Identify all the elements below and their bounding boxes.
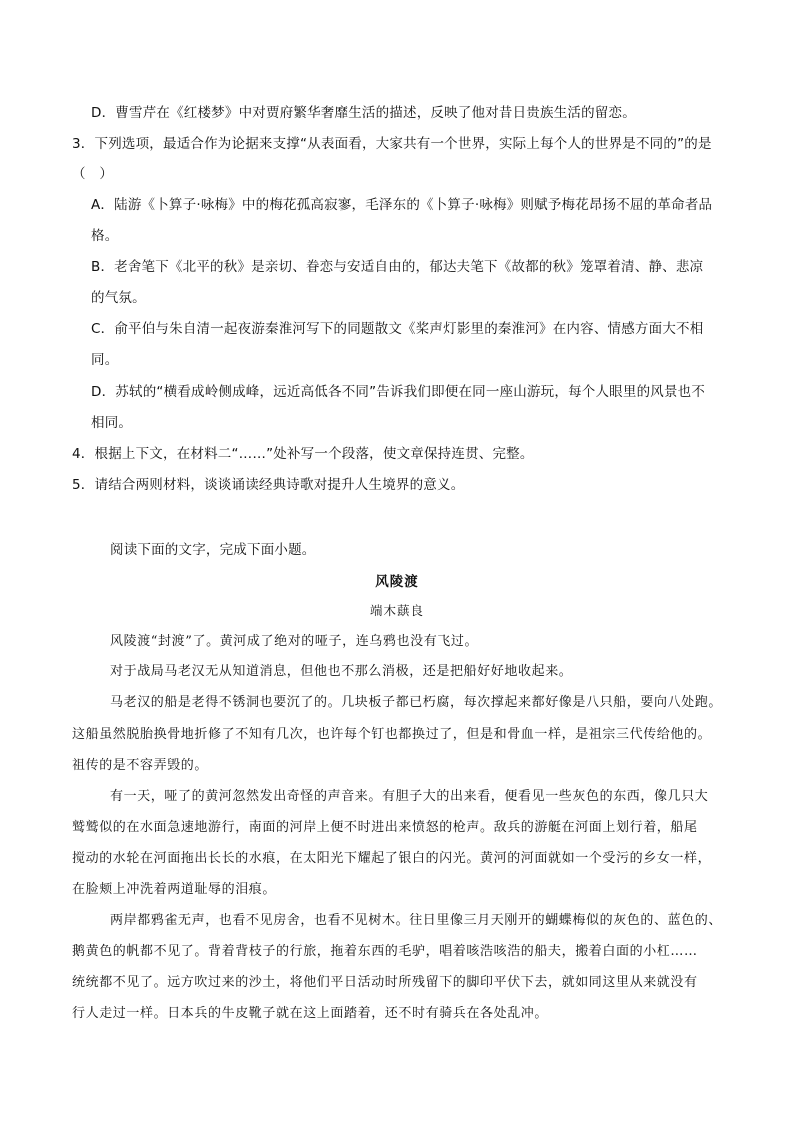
story-line: 风陵渡“封渡”了。黄河成了绝对的哑子，连乌鸦也没有飞过。 <box>110 634 479 649</box>
story-line: 在脸颊上冲洗着两道耻辱的泪痕。 <box>72 882 277 897</box>
question-3-option-a: A．陆游《卜算子·咏梅》中的梅花孤高寂寥，毛泽东的《卜算子·咏梅》则赋予梅花昂扬不屈的革命者品 <box>91 197 713 213</box>
question-2-option-d: D．曹雪芹在《红楼梦》中对贾府繁华奢靡生活的描述，反映了他对昔日贵族生活的留恋。 <box>91 105 636 121</box>
question-3-option-c: C．俞平伯与朱自清一起夜游秦淮河写下的同题散文《桨声灯影里的秦淮河》在内容、情感方面大不相 <box>91 321 704 337</box>
story-line: 搅动的水轮在河面拖出长长的水痕，在太阳光下耀起了银白的闪光。黄河的河面就如一个受污的乡女一样， <box>72 851 712 866</box>
story-line: 统统都不见了。远方吹过来的沙土，将他们平日活动时所残留下的脚印平伏下去，就如同这里从来就没有 <box>72 975 698 990</box>
story-line: 对于战局马老汉无从知道消息，但他也不那么消极，还是把船好好地收起来。 <box>110 664 573 679</box>
question-5: 5．请结合两则材料，谈谈诵读经典诗歌对提升人生境界的意义。 <box>72 477 465 493</box>
story-line: 两岸都鸦雀无声，也看不见房舍，也看不见树木。往日里像三月天刚开的蝴蝶梅似的灰色的、蓝色的、 <box>110 913 723 928</box>
story-line: 有一天，哑了的黄河忽然发出奇怪的声音来。有胆子大的出来看，便看见一些灰色的东西，像几只大 <box>110 789 709 804</box>
story-line: 祖传的是不容弄毁的。 <box>72 758 209 773</box>
question-3-option-c-continued: 同。 <box>91 352 119 368</box>
story-line: 鹫鹫似的在水面急速地游行，南面的河岸上便不时进出来愤怒的枪声。敌兵的游艇在河面上划行着，船尾 <box>72 820 698 835</box>
story-author: 端木蕻良 <box>369 603 424 618</box>
question-3-stem: 3．下列选项，最适合作为论据来支撑“从表面看，大家共有一个世界，实际上每个人的世界是不同的”的是 <box>72 136 712 152</box>
question-3-option-b-continued: 的气氛。 <box>91 290 146 306</box>
story-line: 行人走过一样。日本兵的牛皮靴子就在这上面踏着，还不时有骑兵在各处乱冲。 <box>72 1006 549 1021</box>
question-3-option-d-continued: 相同。 <box>91 415 133 431</box>
question-3-option-d: D．苏轼的“横看成岭侧成峰，远近高低各不同”告诉我们即便在同一座山游玩，每个人眼里的风景也不 <box>91 384 706 400</box>
question-3-option-b: B．老舍笔下《北平的秋》是亲切、眷恋与安适自由的，郁达夫笔下《故都的秋》笼罩着清、静、悲凉 <box>91 259 704 275</box>
story-title: 风陵渡 <box>375 574 419 590</box>
question-3-answer-bracket: （ ） <box>72 166 114 182</box>
story-line: 这船虽然脱胎换骨地折修了不知有几次，也许每个钉也都换过了，但是和骨血一样，是祖宗三代传给他的。 <box>72 727 712 742</box>
question-4: 4．根据上下文，在材料二“……”处补写一个段落，使文章保持连贯、完整。 <box>72 446 534 462</box>
story-line: 鹅黄色的帆都不见了。背着背枝子的行旅，拖着东西的毛驴，唱着咳浩咳浩的船夫，搬着白面的小杠…… <box>72 944 698 959</box>
story-line: 马老汉的船是老得不锈洞也要沉了的。几块板子都已朽腐，每次撑起来都好像是八只船，要向八处跑。 <box>110 695 723 710</box>
question-3-option-a-continued: 格。 <box>91 228 119 244</box>
reading-instruction: 阅读下面的文字，完成下面小题。 <box>110 542 316 558</box>
